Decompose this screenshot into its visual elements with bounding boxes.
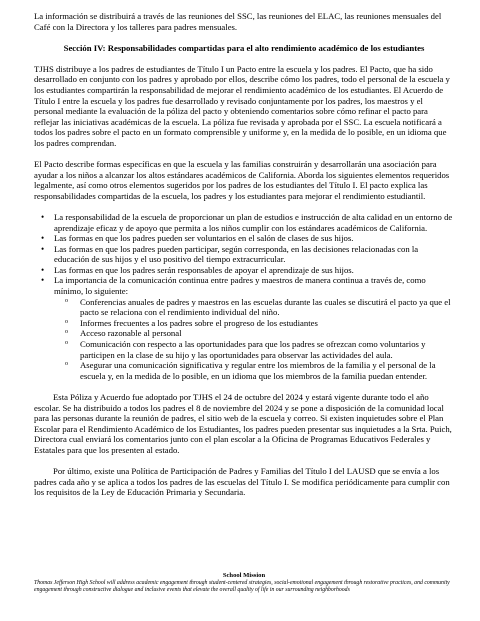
section-heading: Sección IV: Responsabilidades compartidas para el alto rendimiento académico de los estudiantes <box>63 42 425 53</box>
sub-bullet-item: o Comunicación con respecto a las oportunidades para que los padres se ofrezcan como voluntarios y participen en la clase de su hijo y las oportunidades para observar las actividades del aula. <box>80 339 454 360</box>
pact-paragraph: El Pacto describe formas específicas en que la escuela y las familias construirán y desarrollarán una asociación para ayudar a los niños a alcanzar los altos estándares académicos de California. Aborda los siguientes elementos requeridos legalmente, así como otros elementos sugeridos por los padres de los estudiantes del Título I. El pacto explica las responsabilidades compartidas de la escuela, los padres y los estudiantes para mejorar el rendimiento estudiantil. <box>34 159 450 201</box>
bullet-item: • La responsabilidad de la escuela de proporcionar un plan de estudios e instrucción de alta calidad en un entorno de aprendizaje eficaz y de apoyo que permita a los niños cumplir con los estándares académicos de California. <box>54 212 454 233</box>
school-mission-text: Thomas Jefferson High School will address academic engagement through student-centered strategies, social-emotional engagement through restorative practices, and community engagement through constructive dialogue and inclusive events that elevate the overall quality of life in our surrounding neighborhoods <box>34 580 450 593</box>
bullet-item: • Las formas en que los padres pueden participar, según corresponda, en las decisiones relacionadas con la educación de sus hijos y el uso positivo del tiempo extracurricular. <box>54 244 454 265</box>
bullet-item: • Las formas en que los padres serán responsables de apoyar el aprendizaje de sus hijos. <box>54 265 454 276</box>
sub-bullet-item: o Conferencias anuales de padres y maestros en las escuelas durante las cuales se discutirá el pacto ya que el pacto se relaciona con el rendimiento individual del niño. <box>80 297 454 318</box>
document-body <box>34 11 454 508</box>
sub-bullet-item: o Asegurar una comunicación significativa y regular entre los miembros de la familia y el personal de la escuela y, en la medida de lo posible, en un idioma que los miembros de la familia puedan entender. <box>80 360 454 381</box>
responsibilities-list <box>34 212 454 382</box>
intro-paragraph: La información se distribuirá a través de las reuniones del SSC, las reuniones del ELAC, las reuniones mensuales del Café con la Directora y los talleres para padres mensuales. <box>34 11 442 32</box>
final-paragraph: Por último, existe una Política de Participación de Padres y Familias del Título I del LAUSD que se envía a los padres cada año y se aplica a todos los padres de las escuelas del Título I. Se modifica periódicamente para cumplir con los requisitos de la Ley de Educación Primaria y Secundaria. <box>34 465 450 498</box>
footer-title: School Mission <box>222 572 266 579</box>
communication-sublist <box>54 297 454 382</box>
bullet-item-text: La importancia de la comunicación continua entre padres y maestros de manera continua a través de, como mínimo, lo siguiente: <box>54 275 426 297</box>
footer <box>34 572 454 594</box>
sub-bullet-item: o Acceso razonable al personal <box>80 328 454 339</box>
compact-paragraph: TJHS distribuye a los padres de estudiantes de Título I un Pacto entre la escuela y los padres. El Pacto, que ha sido desarrollado en conjunto con los padres y aprobado por ellos, describe cómo los padres, todo el personal de la escuela y los estudiantes compartirán la responsabilidad de mejorar el rendimiento académico de los estudiantes. El Acuerdo de Título I entre la escuela y los padres fue desarrollado y revisado conjuntamente por los padres, los maestros y el personal mediante la evaluación de la póliza del pacto y obteniendo comentarios sobre cómo refinar el pacto para reflejar las iniciativas académicas de la escuela. La póliza fue revisada y aprobada por el SSC. La escuela notificará a todos los padres sobre el pacto en un formato comprensible y uniforme y, en la medida de lo posible, en un idioma que los padres comprendan. <box>34 63 450 148</box>
bullet-item: • Las formas en que los padres pueden ser voluntarios en el salón de clases de sus hijos. <box>54 233 454 244</box>
adoption-paragraph: Esta Póliza y Acuerdo fue adoptado por TJHS el 24 de octubre del 2024 y estará vigente durante todo el año escolar. Se ha distribuido a todos los padres el 8 de noviembre del 2024 y se pone a disposición de la comunidad local para las personas durante la reunión de padres, el sitio web de la escuela y correo. Si existen inquietudes sobre el Plan Escolar para el Rendimiento Académico de los Estudiantes, los padres pueden presentar sus inquietudes a la Srta. Puich, Directora cual enviará los comentarios junto con el plan escolar a la Oficina de Programas Educativos Federales y Estatales para que los presenten al estado. <box>34 391 452 455</box>
bullet-item-communication <box>54 275 454 381</box>
sub-bullet-item: o Informes frecuentes a los padres sobre el progreso de los estudiantes <box>80 318 454 329</box>
